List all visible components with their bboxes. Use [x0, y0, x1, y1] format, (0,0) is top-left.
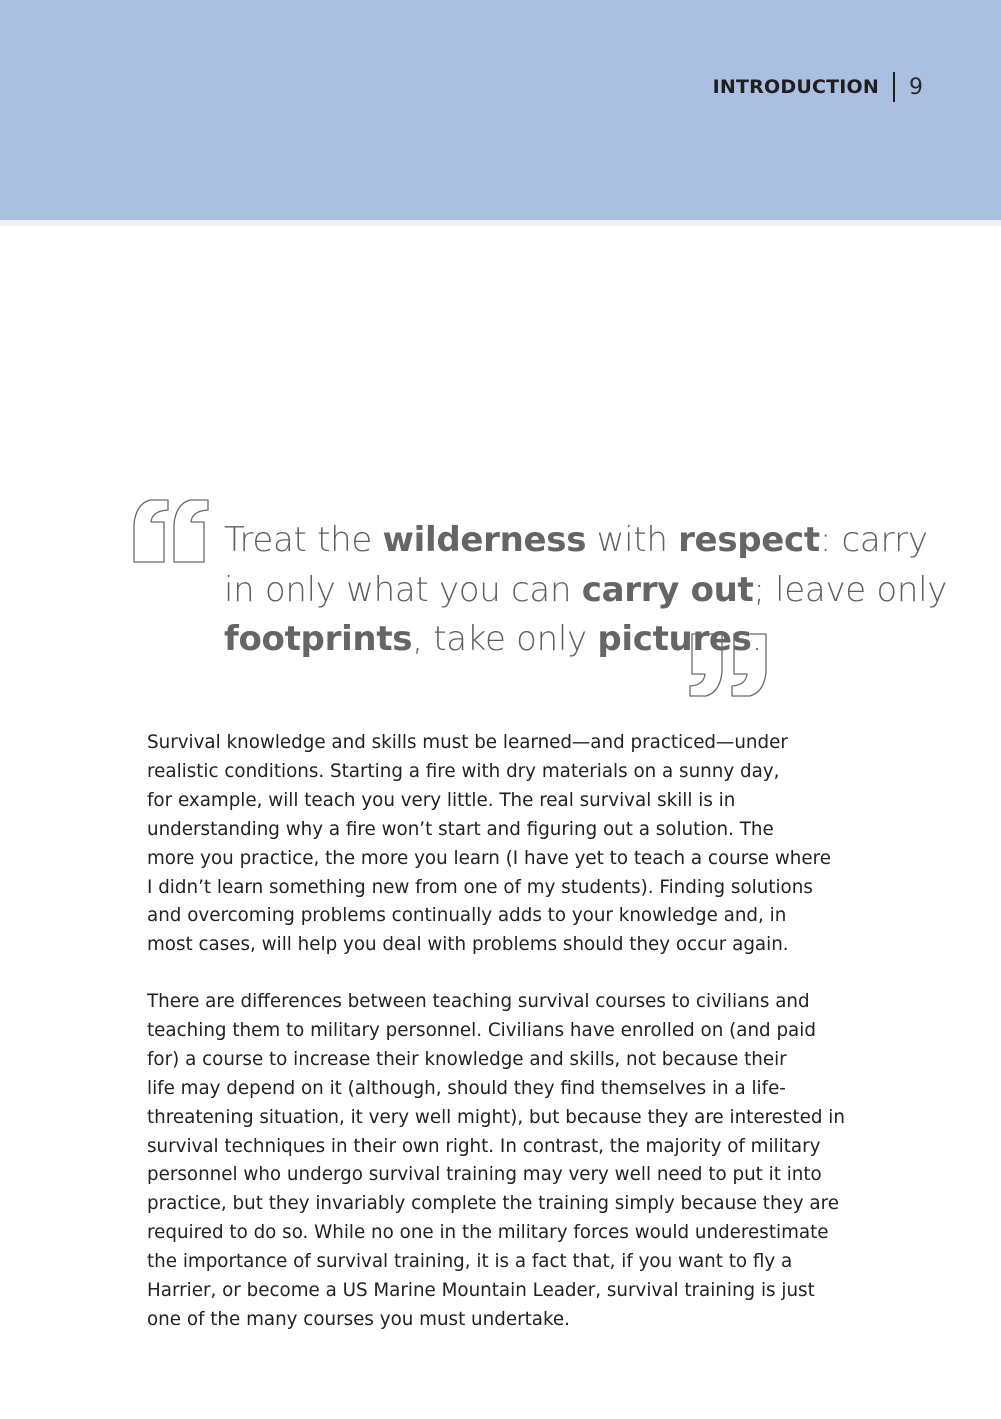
pull-quote-text: with — [586, 520, 679, 560]
body-line: teaching them to military personnel. Civilians have enrolled on (and paid — [147, 1019, 816, 1041]
running-head-divider — [893, 72, 895, 102]
body-line: personnel who undergo survival training may very well need to put it into — [147, 1164, 822, 1186]
pull-quote-text: . — [751, 619, 763, 659]
close-quote-icon — [688, 632, 770, 698]
header-band — [0, 0, 1001, 220]
pull-quote-emphasis: footprints — [224, 619, 413, 659]
body-line: the importance of survival training, it is a fact that, if you want to fly a — [147, 1251, 793, 1273]
header-divider — [0, 220, 1001, 226]
pull-quote-emphasis: wilderness — [382, 520, 587, 560]
body-line: Harrier, or become a US Marine Mountain Leader, survival training is just — [147, 1280, 815, 1302]
pull-quote-emphasis: carry out — [581, 569, 754, 610]
pull-quote-text: Treat the — [224, 520, 383, 560]
body-line: and overcoming problems continually adds to your knowledge and, in — [147, 905, 787, 927]
pull-quote-emphasis: pictures — [597, 619, 752, 659]
pull-quote-text: : carry — [819, 520, 928, 560]
body-line: for) a course to increase their knowledge and skills, not because their — [147, 1048, 787, 1070]
body-line: Survival knowledge and skills must be learned—and practiced—under — [147, 732, 788, 753]
body-line: required to do so. While no one in the military forces would underestimate — [147, 1222, 829, 1244]
running-head — [713, 72, 923, 102]
body-paragraph-2 — [147, 988, 862, 1335]
body-line: more you practice, the more you learn (I have yet to teach a course where — [147, 847, 831, 869]
body-line: one of the many courses you must undertake. — [147, 1308, 570, 1330]
body-line: most cases, will help you deal with problems should they occur again. — [147, 934, 789, 956]
pull-quote — [224, 516, 948, 665]
section-title: INTRODUCTION — [712, 76, 879, 98]
body-paragraph-1 — [147, 729, 862, 960]
body-line: I didn’t learn something new from one of my students). Finding solutions — [147, 876, 813, 898]
body-line: for example, will teach you very little. The real survival skill is in — [147, 789, 736, 811]
pull-quote-emphasis: respect — [678, 520, 820, 560]
pull-quote-line — [224, 615, 884, 665]
body-line: There are differences between teaching survival courses to civilians and — [147, 991, 810, 1012]
body-line: threatening situation, it very well might), but because they are interested in — [147, 1106, 845, 1128]
body-line: survival techniques in their own right. In contrast, the majority of military — [147, 1135, 821, 1157]
pull-quote-line — [224, 566, 948, 616]
body-line: realistic conditions. Starting a fire with dry materials on a sunny day, — [147, 760, 780, 782]
open-quote-icon — [132, 498, 214, 564]
pull-quote-text: in only what you can — [224, 569, 582, 610]
pull-quote-line — [224, 516, 928, 566]
body-line: life may depend on it (although, should they find themselves in a life- — [147, 1077, 786, 1099]
pull-quote-text: , take only — [412, 619, 598, 659]
body-line: practice, but they invariably complete the training simply because they are — [147, 1193, 839, 1215]
body-line: understanding why a fire won’t start and figuring out a solution. The — [147, 818, 774, 840]
pull-quote-text: ; leave only — [753, 569, 948, 610]
page-number: 9 — [909, 74, 923, 100]
